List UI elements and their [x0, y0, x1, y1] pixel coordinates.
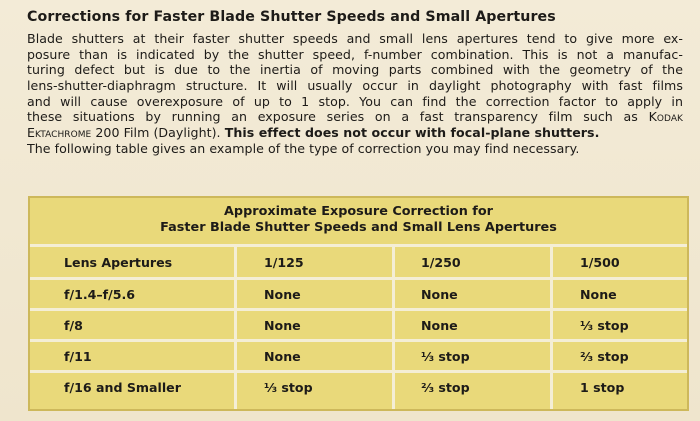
table-cell: None: [264, 286, 301, 302]
caption-line: Approximate Exposure Correction for: [224, 204, 493, 219]
paragraph-line: posure than is indicated by the shutter speed, f-number combination. This is not a manufac-: [27, 46, 683, 62]
table-cell: f/8: [64, 317, 83, 333]
paragraph-line: lens-shutter-diaphragm structure. It will usually occur in daylight photography with fast films: [27, 78, 683, 94]
table-row: [30, 370, 687, 401]
table-grid: [30, 244, 687, 401]
exposure-correction-table: [28, 196, 689, 411]
table-cell: ⅓ stop: [264, 379, 313, 395]
caption-line: Faster Blade Shutter Speeds and Small Lens Apertures: [160, 220, 557, 235]
table-caption: [30, 204, 687, 236]
table-cell: f/16 and Smaller: [64, 379, 181, 395]
brand-name-ektachrome: Ektachrome 200: [27, 125, 120, 141]
table-cell: None: [421, 286, 458, 302]
table-cell: ⅓ stop: [580, 317, 629, 333]
section-heading: Corrections for Faster Blade Shutter Speeds and Small Apertures: [27, 9, 556, 25]
header-cell: 1/125: [264, 254, 304, 270]
table-cell: None: [264, 317, 301, 333]
bold-note: This effect does not occur with focal-plane shutters.: [224, 125, 600, 141]
table-cell: ⅔ stop: [580, 348, 629, 364]
header-cell: 1/500: [580, 254, 620, 270]
paragraph-line: and will cause overexposure of up to 1 stop. You can find the correction factor to apply in: [27, 93, 683, 109]
table-cell: None: [264, 348, 301, 364]
table-cell: ⅔ stop: [421, 379, 470, 395]
paragraph-line: The following table gives an example of the type of correction you may find necessary.: [27, 140, 580, 156]
table-cell: None: [421, 317, 458, 333]
table-header-row: [30, 244, 687, 277]
paragraph-text: these situations by running an exposure series on a fast transparency film such as: [27, 109, 638, 125]
table-row: [30, 277, 687, 308]
table-row: [30, 308, 687, 339]
body-paragraph: [27, 31, 683, 157]
table-cell: f/11: [64, 348, 92, 364]
table-cell: f/1.4–f/5.6: [64, 286, 136, 302]
paragraph-line: Blade shutters at their faster shutter speeds and small lens apertures tend to give more ex-: [27, 31, 683, 46]
paragraph-line-with-bold: [27, 125, 683, 141]
table-cell: None: [580, 286, 617, 302]
table-row: [30, 339, 687, 370]
paragraph-line: turing defect but is due to the inertia of moving parts combined with the geometry of the: [27, 62, 683, 78]
header-cell: 1/250: [421, 254, 461, 270]
brand-name-kodak: Kodak: [648, 109, 683, 125]
table-cell: 1 stop: [580, 379, 625, 395]
header-cell: Lens Apertures: [64, 254, 173, 270]
paragraph-line-with-brand: [27, 109, 683, 125]
table-cell: ⅓ stop: [421, 348, 470, 364]
paragraph-text: Film (Daylight).: [123, 125, 221, 141]
